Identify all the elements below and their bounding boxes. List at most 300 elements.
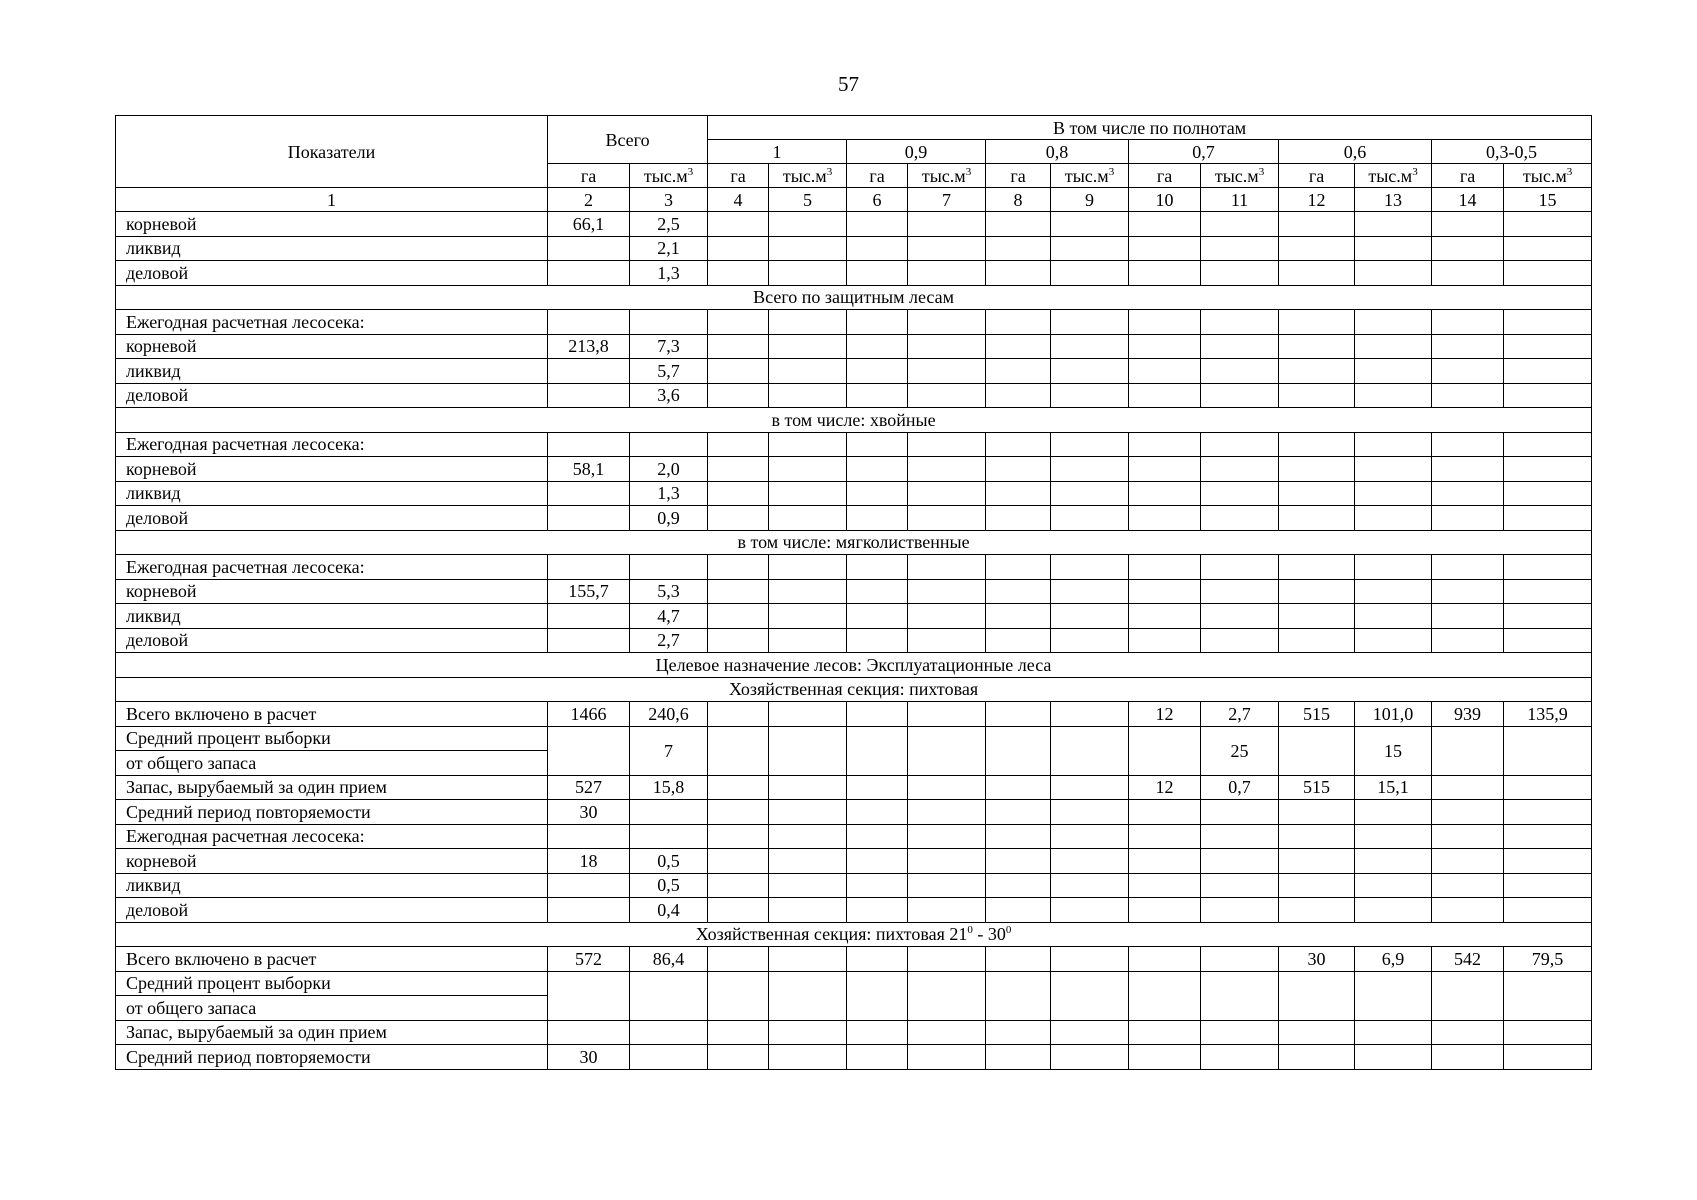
unit-volume-sup: 3 <box>687 165 694 178</box>
table-row <box>116 212 1592 237</box>
unit-volume-sup: 3 <box>826 165 833 178</box>
table-cell <box>548 506 630 531</box>
table-cell <box>1355 873 1432 898</box>
table-cell <box>908 432 986 457</box>
table-cell <box>708 702 769 727</box>
density-header-cell: 0,6 <box>1279 140 1432 164</box>
table-cell <box>708 1020 769 1045</box>
table-cell <box>548 359 630 384</box>
table-cell <box>1432 775 1504 800</box>
table-cell <box>1051 702 1129 727</box>
section-title <box>116 653 1592 678</box>
table-row <box>116 947 1592 972</box>
table-cell <box>1355 579 1432 604</box>
table-row <box>116 261 1592 286</box>
row-label: от общего запаса <box>116 751 548 776</box>
column-number-cell: 14 <box>1432 188 1504 212</box>
table-cell <box>1201 800 1279 825</box>
table-cell <box>1432 334 1504 359</box>
table-cell <box>1432 971 1504 1020</box>
column-number-cell: 15 <box>1504 188 1592 212</box>
density-header-cell: 0,3-0,5 <box>1432 140 1592 164</box>
table-cell <box>847 359 908 384</box>
table-cell: 155,7 <box>548 579 630 604</box>
table-cell <box>986 1020 1051 1045</box>
table-cell <box>1129 824 1201 849</box>
column-number-cell: 8 <box>986 188 1051 212</box>
table-cell <box>908 359 986 384</box>
table-cell <box>1051 334 1129 359</box>
table-cell <box>769 898 847 923</box>
unit-ha-cell: га <box>708 164 769 188</box>
table-cell <box>908 971 986 1020</box>
table-cell <box>1201 432 1279 457</box>
table-cell <box>1504 506 1592 531</box>
unit-volume-sup: 3 <box>1108 165 1115 178</box>
table-cell <box>708 432 769 457</box>
table-cell: 15,8 <box>630 775 708 800</box>
table-cell <box>986 628 1051 653</box>
row-label: ликвид <box>116 604 548 629</box>
table-cell <box>1051 824 1129 849</box>
table-cell <box>1129 898 1201 923</box>
column-number-cell: 4 <box>708 188 769 212</box>
table-cell <box>708 947 769 972</box>
table-cell <box>708 971 769 1020</box>
table-cell <box>1201 359 1279 384</box>
section-row <box>116 653 1592 678</box>
table-cell <box>630 555 708 580</box>
table-cell <box>1051 261 1129 286</box>
table-cell <box>1355 849 1432 874</box>
table-cell <box>1432 457 1504 482</box>
table-cell <box>1129 628 1201 653</box>
table-cell <box>1201 334 1279 359</box>
table-cell <box>1355 236 1432 261</box>
table-cell <box>908 849 986 874</box>
table-cell <box>769 726 847 775</box>
section-title <box>116 408 1592 433</box>
table-cell <box>1201 1045 1279 1070</box>
table-cell <box>769 849 847 874</box>
table-cell <box>1201 236 1279 261</box>
table-cell <box>708 579 769 604</box>
table-cell <box>1129 604 1201 629</box>
table-cell <box>548 898 630 923</box>
table-cell <box>1051 579 1129 604</box>
table-cell <box>1129 873 1201 898</box>
table-cell <box>1201 310 1279 335</box>
row-label: Средний процент выборки <box>116 726 548 751</box>
table-cell <box>548 383 630 408</box>
table-cell <box>908 726 986 775</box>
table-cell <box>1201 898 1279 923</box>
table-cell: 15,1 <box>1355 775 1432 800</box>
table-cell <box>548 261 630 286</box>
table-cell <box>986 359 1051 384</box>
table-cell <box>1279 236 1355 261</box>
table-cell <box>548 1020 630 1045</box>
header-total: Всего <box>548 116 708 164</box>
table-cell: 0,5 <box>630 849 708 874</box>
table-cell <box>1279 334 1355 359</box>
table-cell <box>847 432 908 457</box>
column-number-cell: 9 <box>1051 188 1129 212</box>
table-cell: 0,5 <box>630 873 708 898</box>
table-row <box>116 775 1592 800</box>
table-cell <box>1051 310 1129 335</box>
table-cell <box>1201 971 1279 1020</box>
table-cell <box>1051 726 1129 775</box>
table-cell: 2,7 <box>1201 702 1279 727</box>
table-cell <box>1355 481 1432 506</box>
forest-table <box>115 115 1592 1070</box>
table-cell <box>986 334 1051 359</box>
table-row <box>116 628 1592 653</box>
table-cell <box>986 555 1051 580</box>
table-cell <box>769 310 847 335</box>
table-cell: 86,4 <box>630 947 708 972</box>
density-header-cell: 1 <box>708 140 847 164</box>
table-cell <box>1432 604 1504 629</box>
unit-volume-sup: 3 <box>965 165 972 178</box>
table-cell: 18 <box>548 849 630 874</box>
table-cell <box>1355 971 1432 1020</box>
table-cell <box>1432 800 1504 825</box>
table-cell <box>847 1045 908 1070</box>
table-cell <box>1432 383 1504 408</box>
unit-volume-cell <box>908 164 986 188</box>
table-cell <box>630 800 708 825</box>
table-cell <box>1355 457 1432 482</box>
table-cell <box>1355 383 1432 408</box>
table-cell <box>847 212 908 237</box>
table-cell <box>986 1045 1051 1070</box>
table-cell <box>630 1045 708 1070</box>
table-cell: 12 <box>1129 702 1201 727</box>
table-cell <box>1504 800 1592 825</box>
table-cell <box>1279 800 1355 825</box>
table-cell <box>769 383 847 408</box>
table-cell <box>1432 1045 1504 1070</box>
table-header <box>116 116 1592 212</box>
table-cell <box>1129 555 1201 580</box>
table-cell: 1,3 <box>630 481 708 506</box>
table-cell <box>1355 1045 1432 1070</box>
table-cell <box>1201 555 1279 580</box>
table-cell <box>769 359 847 384</box>
table-cell <box>847 1020 908 1045</box>
table-cell <box>769 947 847 972</box>
table-cell <box>1504 579 1592 604</box>
table-cell <box>908 628 986 653</box>
table-cell <box>1355 824 1432 849</box>
table-cell <box>769 1045 847 1070</box>
unit-volume-label: тыс.м <box>1368 165 1413 186</box>
table-cell <box>1504 628 1592 653</box>
table-cell: 1466 <box>548 702 630 727</box>
table-cell <box>1129 212 1201 237</box>
row-label: Ежегодная расчетная лесосека: <box>116 555 548 580</box>
row-label: Ежегодная расчетная лесосека: <box>116 432 548 457</box>
table-cell: 572 <box>548 947 630 972</box>
table-cell <box>1051 947 1129 972</box>
table-cell <box>1504 383 1592 408</box>
table-cell <box>908 334 986 359</box>
table-cell <box>630 310 708 335</box>
table-cell <box>1129 432 1201 457</box>
unit-ha-cell: га <box>1129 164 1201 188</box>
column-number-row <box>116 188 1592 212</box>
table-cell <box>986 236 1051 261</box>
table-cell <box>847 971 908 1020</box>
table-cell <box>1355 800 1432 825</box>
table-cell <box>1432 628 1504 653</box>
table-row <box>116 506 1592 531</box>
table-cell <box>1129 506 1201 531</box>
row-label: Ежегодная расчетная лесосека: <box>116 310 548 335</box>
table-cell <box>1279 555 1355 580</box>
table-cell <box>1201 261 1279 286</box>
table-cell <box>986 457 1051 482</box>
table-cell <box>1129 1045 1201 1070</box>
table-cell: 542 <box>1432 947 1504 972</box>
table-cell <box>1051 604 1129 629</box>
table-cell <box>1279 1020 1355 1045</box>
table-cell <box>769 604 847 629</box>
table-cell: 527 <box>548 775 630 800</box>
table-cell <box>1432 481 1504 506</box>
table-cell <box>1201 604 1279 629</box>
table-cell: 79,5 <box>1504 947 1592 972</box>
table-cell <box>1432 1020 1504 1045</box>
table-cell <box>708 1045 769 1070</box>
table-cell <box>708 800 769 825</box>
table-cell <box>548 236 630 261</box>
header-by-density: В том числе по полнотам <box>708 116 1592 140</box>
table-row <box>116 849 1592 874</box>
table-row <box>116 236 1592 261</box>
table-row <box>116 1020 1592 1045</box>
table-cell <box>1201 383 1279 408</box>
table-cell <box>908 457 986 482</box>
table-cell <box>769 432 847 457</box>
table-cell <box>1504 432 1592 457</box>
table-cell <box>708 506 769 531</box>
table-cell <box>1201 628 1279 653</box>
table-cell <box>1279 457 1355 482</box>
table-cell <box>908 898 986 923</box>
table-cell <box>1201 873 1279 898</box>
table-row <box>116 383 1592 408</box>
table-cell <box>548 555 630 580</box>
table-cell <box>847 702 908 727</box>
column-number-cell: 5 <box>769 188 847 212</box>
table-cell <box>1504 971 1592 1020</box>
table-cell: 0,9 <box>630 506 708 531</box>
table-cell <box>1504 1045 1592 1070</box>
table-row <box>116 457 1592 482</box>
table-cell <box>1355 604 1432 629</box>
table-cell <box>847 310 908 335</box>
table-cell <box>1504 236 1592 261</box>
table-cell <box>986 971 1051 1020</box>
table-cell <box>1504 212 1592 237</box>
unit-volume-cell <box>630 164 708 188</box>
unit-ha-cell: га <box>548 164 630 188</box>
table-row <box>116 579 1592 604</box>
table-cell <box>1201 506 1279 531</box>
table-cell <box>1355 359 1432 384</box>
table-cell <box>1432 432 1504 457</box>
column-number-cell: 11 <box>1201 188 1279 212</box>
table-cell <box>1504 1020 1592 1045</box>
table-cell <box>1129 800 1201 825</box>
unit-volume-cell <box>1355 164 1432 188</box>
table-cell <box>1432 898 1504 923</box>
table-cell <box>908 873 986 898</box>
table-cell <box>847 334 908 359</box>
table-cell <box>1051 1045 1129 1070</box>
table-cell <box>1432 359 1504 384</box>
table-cell: 2,1 <box>630 236 708 261</box>
table-cell <box>1129 579 1201 604</box>
table-cell <box>548 481 630 506</box>
row-label: Запас, вырубаемый за один прием <box>116 775 548 800</box>
table-cell <box>1504 873 1592 898</box>
table-cell <box>847 898 908 923</box>
table-cell <box>1355 506 1432 531</box>
row-label: корневой <box>116 579 548 604</box>
table-cell <box>1051 873 1129 898</box>
table-cell <box>630 824 708 849</box>
table-cell <box>986 604 1051 629</box>
table-cell <box>908 1045 986 1070</box>
table-cell <box>847 947 908 972</box>
table-cell <box>1504 334 1592 359</box>
table-cell <box>1279 310 1355 335</box>
table-cell <box>1129 359 1201 384</box>
table-row <box>116 971 1592 996</box>
table-cell <box>1051 849 1129 874</box>
table-cell <box>708 898 769 923</box>
section-title-text: Хозяйственная секция: пихтовая 21 <box>695 924 968 945</box>
table-row <box>116 334 1592 359</box>
table-cell: 101,0 <box>1355 702 1432 727</box>
table-cell <box>1129 971 1201 1020</box>
table-cell: 3,6 <box>630 383 708 408</box>
table-cell <box>1279 506 1355 531</box>
unit-volume-sup: 3 <box>1412 165 1418 178</box>
table-cell <box>1504 481 1592 506</box>
section-row <box>116 530 1592 555</box>
table-cell <box>1504 604 1592 629</box>
header-indicators: Показатели <box>116 116 548 188</box>
section-row <box>116 922 1592 947</box>
unit-volume-label: тыс.м <box>1064 165 1109 186</box>
table-cell <box>548 971 630 1020</box>
table-cell <box>1201 947 1279 972</box>
table-cell <box>708 334 769 359</box>
table-cell <box>986 947 1051 972</box>
table-cell <box>1355 212 1432 237</box>
table-cell <box>847 457 908 482</box>
table-cell <box>1355 555 1432 580</box>
table-cell <box>769 579 847 604</box>
row-label: Средний период повторяемости <box>116 800 548 825</box>
table-cell <box>769 555 847 580</box>
row-label: корневой <box>116 457 548 482</box>
table-cell <box>708 457 769 482</box>
section-title-text: в том числе: мягколиственные <box>737 532 970 553</box>
section-title <box>116 922 1592 947</box>
table-cell <box>1201 212 1279 237</box>
density-header-cell: 0,7 <box>1129 140 1279 164</box>
table-cell <box>1129 383 1201 408</box>
table-cell <box>769 236 847 261</box>
row-label: деловой <box>116 383 548 408</box>
row-label: ликвид <box>116 236 548 261</box>
unit-ha-cell: га <box>847 164 908 188</box>
table-cell <box>1129 947 1201 972</box>
table-cell <box>1129 849 1201 874</box>
table-cell <box>986 579 1051 604</box>
table-cell <box>1201 481 1279 506</box>
unit-volume-cell <box>1201 164 1279 188</box>
table-cell <box>1051 236 1129 261</box>
table-cell <box>1504 898 1592 923</box>
table-cell: 4,7 <box>630 604 708 629</box>
table-cell <box>769 334 847 359</box>
table-cell <box>708 359 769 384</box>
table-cell: 0,7 <box>1201 775 1279 800</box>
table-row <box>116 555 1592 580</box>
table-cell <box>908 261 986 286</box>
table-cell <box>986 702 1051 727</box>
column-number-cell: 7 <box>908 188 986 212</box>
table-cell <box>1355 261 1432 286</box>
table-cell <box>548 726 630 775</box>
table-cell <box>986 212 1051 237</box>
table-cell: 30 <box>1279 947 1355 972</box>
table-cell <box>769 775 847 800</box>
table-cell <box>1051 898 1129 923</box>
table-cell <box>769 800 847 825</box>
row-label: деловой <box>116 628 548 653</box>
table-row <box>116 310 1592 335</box>
table-cell <box>1432 506 1504 531</box>
table-cell: 58,1 <box>548 457 630 482</box>
row-label: Ежегодная расчетная лесосека: <box>116 824 548 849</box>
table-cell: 6,9 <box>1355 947 1432 972</box>
table-cell <box>1201 579 1279 604</box>
table-cell <box>1129 457 1201 482</box>
table-cell <box>708 775 769 800</box>
table-cell <box>1201 1020 1279 1045</box>
table-cell <box>1279 873 1355 898</box>
column-number-cell: 13 <box>1355 188 1432 212</box>
table-cell <box>1432 579 1504 604</box>
table-cell <box>986 432 1051 457</box>
table-cell <box>908 383 986 408</box>
table-cell <box>1051 506 1129 531</box>
table-cell: 240,6 <box>630 702 708 727</box>
table-cell <box>908 702 986 727</box>
unit-volume-sup: 3 <box>1258 165 1265 178</box>
table-row <box>116 800 1592 825</box>
table-cell <box>769 873 847 898</box>
table-cell <box>1504 359 1592 384</box>
